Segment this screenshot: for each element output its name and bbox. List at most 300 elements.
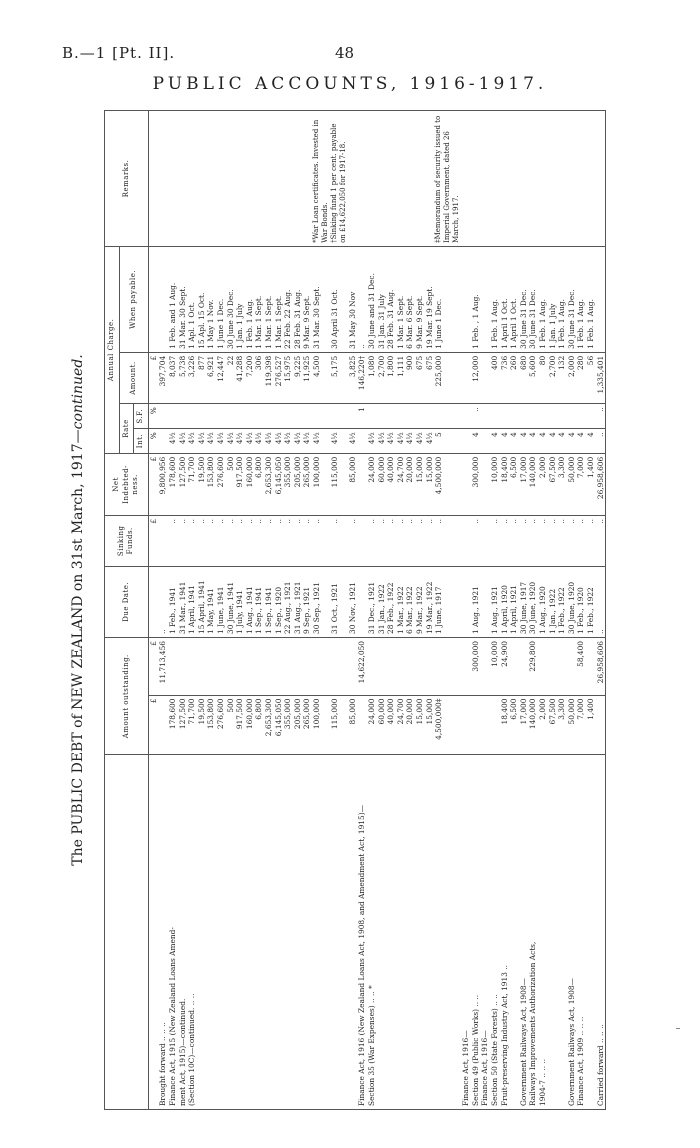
rate-sf-cell (567, 404, 577, 429)
sinking-funds-cell: .. (216, 515, 226, 566)
description-cell (283, 755, 293, 1110)
description-cell (405, 755, 415, 1110)
remarks-cell (357, 111, 367, 247)
table-row (567, 111, 577, 1110)
sinking-funds-cell: .. (519, 515, 529, 566)
rate-int-cell: 4½ (216, 429, 226, 454)
when-payable-cell (471, 246, 481, 352)
sinking-funds-cell: .. (178, 515, 188, 566)
when-payable-first: 28 Feb. (386, 320, 396, 349)
when-payable-cell (216, 246, 226, 352)
sinking-funds-cell (357, 515, 367, 566)
net-indebtedness-cell: 205,000 (293, 453, 303, 515)
when-payable-cell (348, 246, 358, 352)
when-payable-first: 1 Feb. (244, 325, 254, 349)
due-date-cell: 31 Oct., 1921 (330, 566, 348, 637)
amount-outstanding-item-cell: 140,000 (528, 695, 538, 755)
annual-charge-amount-cell: 132 (557, 352, 567, 403)
due-date-cell: 1 Feb., 1922 (557, 566, 567, 637)
when-payable-second: 31 Dec. (367, 273, 377, 302)
amount-outstanding-item-cell: 276,600 (216, 695, 226, 755)
amount-outstanding-total-cell (538, 638, 548, 696)
sinking-funds-cell: .. (557, 515, 567, 566)
remarks-cell (216, 111, 226, 247)
header-annual-charge: Annual Charge. (105, 246, 120, 453)
sinking-funds-cell: .. (377, 515, 387, 566)
when-payable-cell (586, 246, 596, 352)
sinking-funds-cell: .. (312, 515, 330, 566)
when-payable-second: 31 Aug. (292, 289, 302, 319)
sinking-funds-cell: .. (302, 515, 312, 566)
due-date-cell: 1 Mar., 1922 (396, 566, 406, 637)
description-cell: Section 49 (Public Works) .. .. (471, 755, 481, 1110)
when-payable-first: 31 Mar. (311, 320, 321, 349)
description-cell: Carried forward .. .. .. (596, 755, 606, 1110)
annual-charge-amount-cell: 2,700 (377, 352, 387, 403)
net-indebtedness-cell: 2,653,300 (264, 453, 274, 515)
when-payable-second: 1 Aug. (470, 294, 480, 319)
rate-sf-cell (168, 404, 178, 429)
annual-charge-amount-cell: 11,925 (302, 352, 312, 403)
rate-sf-cell (396, 404, 406, 429)
due-date-cell: 1 Sep., 1920 (274, 566, 284, 637)
when-payable-second: 1 Sept. (273, 295, 283, 323)
due-date-cell: 1 Aug., 1941 (245, 566, 255, 637)
net-indebtedness-cell: 40,000 (386, 453, 396, 515)
table-row (367, 111, 377, 1110)
when-payable-cell (312, 246, 330, 352)
when-payable-second: 1 Aug. (167, 282, 177, 307)
amount-outstanding-item-cell: 917,500 (235, 695, 245, 755)
table-row (490, 111, 500, 1110)
description-cell (509, 755, 519, 1110)
sinking-funds-cell: .. (348, 515, 358, 566)
when-payable-cell (357, 246, 367, 352)
when-payable-first: 1 Feb. , (470, 320, 480, 349)
table-row (386, 111, 396, 1110)
amount-outstanding-total-cell (519, 638, 529, 696)
table-row (264, 111, 274, 1110)
table-row (357, 111, 367, 1110)
amount-outstanding-total-cell (283, 638, 293, 696)
amount-outstanding-item-cell: 15,000 (415, 695, 425, 755)
description-cell: Government Railways Act, 1908— (519, 755, 529, 1110)
annual-charge-amount-cell: 119,398 (264, 352, 274, 403)
rate-int-cell: 4½ (415, 429, 425, 454)
description-cell: Fruit-preserving Industry Act, 1913 .. (500, 755, 510, 1110)
amount-outstanding-total-cell: 58,400 (576, 638, 586, 696)
description-cell: Finance Act, 1916— (461, 755, 471, 1110)
table-row (245, 111, 255, 1110)
rate-sf-cell (245, 404, 255, 429)
amount-outstanding-total-cell (586, 638, 596, 696)
amount-outstanding-total-cell (274, 638, 284, 696)
remarks-cell (509, 111, 519, 247)
annual-charge-amount-cell: 877 (197, 352, 207, 403)
unit-percent: % (148, 404, 158, 429)
description-cell (548, 755, 558, 1110)
annual-charge-amount-cell: 146,220† (357, 352, 367, 403)
annual-charge-amount-cell: 400 (490, 352, 500, 403)
amount-outstanding-total-cell (396, 638, 406, 696)
remarks-cell (274, 111, 284, 247)
sinking-funds-cell: .. (576, 515, 586, 566)
table-row (168, 111, 178, 1110)
rate-sf-cell (226, 404, 236, 429)
amount-outstanding-item-cell: 500 (226, 695, 236, 755)
when-payable-cell (293, 246, 303, 352)
rate-sf-cell (548, 404, 558, 429)
amount-outstanding-item-cell: 2,653,300 (264, 695, 274, 755)
table-row (348, 111, 358, 1110)
rate-int-cell: 4½ (168, 429, 178, 454)
annual-charge-amount-cell: 4,500 (312, 352, 330, 403)
when-payable-first: 1 Mar. (273, 324, 283, 349)
description-cell (197, 755, 207, 1110)
amount-outstanding-item-cell: 60,000 (377, 695, 387, 755)
due-date-cell: 1 July, 1941 (235, 566, 245, 637)
table-row (226, 111, 236, 1110)
when-payable-second: 1 Nov. (206, 299, 216, 324)
remarks-cell (235, 111, 245, 247)
amount-outstanding-item-cell: 115,000 (330, 695, 348, 755)
table-row (415, 111, 425, 1110)
rate-sf-cell (330, 404, 348, 429)
rate-int-cell: 4 (500, 429, 510, 454)
amount-outstanding-total-cell (386, 638, 396, 696)
when-payable-second: 1 Aug. (537, 299, 547, 324)
due-date-cell: .. (158, 566, 168, 637)
amount-outstanding-total-cell (235, 638, 245, 696)
net-indebtedness-cell (357, 453, 367, 515)
when-payable-first: 1 Feb. (576, 325, 586, 349)
annual-charge-amount-cell: 1,335,401 (596, 352, 606, 403)
remarks-cell (206, 111, 216, 247)
net-indebtedness-cell: 19,500 (197, 453, 207, 515)
annual-charge-amount-cell: 675 (415, 352, 425, 403)
amount-outstanding-item-cell: 6,500 (509, 695, 519, 755)
when-payable-second: 1 July (235, 303, 245, 325)
unit-pound: £ (148, 638, 158, 696)
remarks-cell (302, 111, 312, 247)
sinking-funds-cell: .. (528, 515, 538, 566)
net-indebtedness-cell: 17,000 (519, 453, 529, 515)
remarks-cell (567, 111, 577, 247)
annual-charge-amount-cell: 276,527 (274, 352, 284, 403)
when-payable-cell (235, 246, 245, 352)
header-sf: S.F. (134, 404, 149, 429)
remarks-cell (348, 111, 358, 247)
remarks-cell (386, 111, 396, 247)
sinking-funds-cell: .. (235, 515, 245, 566)
net-indebtedness-cell: 4,500,000 (434, 453, 461, 515)
when-payable-first: 30 June and (367, 303, 377, 349)
amount-outstanding-item-cell: 6,145,050 (274, 695, 284, 755)
rate-int-cell: 4½ (245, 429, 255, 454)
rate-int-cell: 4½ (197, 429, 207, 454)
when-payable-second: 31 Dec. (518, 289, 528, 318)
due-date-cell: 1 Feb., 1941 (168, 566, 178, 637)
due-date-cell: 9 Sep., 1921 (302, 566, 312, 637)
sinking-funds-cell: .. (471, 515, 481, 566)
when-payable-first: 19 Mar. (424, 320, 434, 349)
description-cell: Railways Improvements Authorization Acts, (528, 755, 538, 1110)
amount-outstanding-total-cell (226, 638, 236, 696)
table-row (576, 111, 586, 1110)
page-title: PUBLIC ACCOUNTS, 1916-1917. (152, 74, 548, 94)
sinking-funds-cell: .. (434, 515, 461, 566)
when-payable-cell (254, 246, 264, 352)
rate-int-cell: 5 (434, 429, 461, 454)
table-row (596, 111, 606, 1110)
annual-charge-amount-cell (480, 352, 490, 403)
rate-int-cell: 4½ (396, 429, 406, 454)
when-payable-first: 30 June (566, 320, 576, 349)
net-indebtedness-cell: 6,500 (509, 453, 519, 515)
rate-sf-cell (415, 404, 425, 429)
description-cell (377, 755, 387, 1110)
description-cell (348, 755, 358, 1110)
table-heading-main: The PUBLIC DEBT of NEW ZEALAND on 31st March, 1917 (70, 443, 86, 866)
when-payable-second: 1 Aug. (557, 299, 567, 324)
due-date-cell (357, 566, 367, 637)
sinking-funds-cell: .. (187, 515, 197, 566)
description-cell (206, 755, 216, 1110)
net-indebtedness-cell: 26,958,606 (596, 453, 606, 515)
page-reference: B.—1 [Pt. II]. (62, 44, 176, 62)
when-payable-second: 1 Oct. (509, 298, 519, 322)
amount-outstanding-total-cell (302, 638, 312, 696)
when-payable-first: 6 Mar. (405, 324, 415, 349)
amount-outstanding-total-cell (405, 638, 415, 696)
table-row (377, 111, 387, 1110)
remarks-cell (377, 111, 387, 247)
due-date-cell: 31 Jan., 1922 (377, 566, 387, 637)
description-cell: Government Railways Act, 1908— (567, 755, 577, 1110)
when-payable-first: 1 Apl. (187, 327, 197, 349)
rate-int-cell: 4½ (386, 429, 396, 454)
amount-outstanding-item-cell: 100,000 (312, 695, 330, 755)
annual-charge-amount-cell: 225,000 (434, 352, 461, 403)
rate-int-cell: 4½ (330, 429, 348, 454)
table-row (461, 111, 471, 1110)
rate-sf-cell (500, 404, 510, 429)
rate-int-cell: 4 (509, 429, 519, 454)
sinking-funds-cell (158, 515, 168, 566)
amount-outstanding-total-cell (254, 638, 264, 696)
net-indebtedness-cell: 18,400 (500, 453, 510, 515)
when-payable-cell (434, 246, 461, 352)
amount-outstanding-item-cell: 2,000 (538, 695, 548, 755)
when-payable-second: 1 Oct. (499, 298, 509, 322)
amount-outstanding-total-cell (348, 638, 358, 696)
net-indebtedness-cell: 67,500 (548, 453, 558, 515)
rate-sf-cell (405, 404, 415, 429)
when-payable-second: 31 Dec. (528, 289, 538, 318)
sinking-funds-cell: .. (283, 515, 293, 566)
when-payable-cell (461, 246, 471, 352)
amount-outstanding-item-cell: 153,800 (206, 695, 216, 755)
due-date-cell: 19 Mar., 1922 (425, 566, 435, 637)
header-due-date: Due Date. (105, 566, 149, 637)
when-payable-first: 1 Feb. (537, 325, 547, 349)
net-indebtedness-cell: 24,000 (367, 453, 377, 515)
when-payable-cell (302, 246, 312, 352)
due-date-cell: 31 Mar., 1941 (178, 566, 188, 637)
net-indebtedness-cell: 20,000 (405, 453, 415, 515)
table-row (206, 111, 216, 1110)
amount-outstanding-total-cell (206, 638, 216, 696)
rate-sf-cell (197, 404, 207, 429)
remarks-cell (586, 111, 596, 247)
unit-pound: £ (148, 695, 158, 755)
rate-int-cell: 4½ (187, 429, 197, 454)
when-payable-cell (178, 246, 188, 352)
when-payable-cell (187, 246, 197, 352)
annual-charge-amount-cell: 2,000 (567, 352, 577, 403)
net-indebtedness-cell: 300,000 (471, 453, 481, 515)
sinking-funds-cell: .. (367, 515, 377, 566)
when-payable-second: 31 Oct. (329, 289, 339, 317)
when-payable-first: 1 Feb. and (167, 309, 177, 349)
description-cell (434, 755, 461, 1110)
annual-charge-amount-cell: 280 (576, 352, 586, 403)
remarks-cell (557, 111, 567, 247)
due-date-cell: 1 April, 1941 (187, 566, 197, 637)
when-payable-cell (226, 246, 236, 352)
table-row (187, 111, 197, 1110)
annual-charge-amount-cell: 12,447 (216, 352, 226, 403)
when-payable-first: 15 Apl. (196, 322, 206, 349)
when-payable-second: 30 Sept. (311, 286, 321, 318)
table-row (178, 111, 188, 1110)
table-row (216, 111, 226, 1110)
table-row (302, 111, 312, 1110)
amount-outstanding-item-cell: 18,400 (500, 695, 510, 755)
amount-outstanding-item-cell: 7,000 (576, 695, 586, 755)
when-payable-second: 1 Sept. (395, 295, 405, 323)
description-cell: (Section 10C)—continued. .. .. (187, 755, 197, 1110)
amount-outstanding-item-cell: 1,400 (586, 695, 596, 755)
sinking-funds-cell: .. (586, 515, 596, 566)
sinking-funds-cell: .. (168, 515, 178, 566)
amount-outstanding-total-cell (509, 638, 519, 696)
when-payable-cell (576, 246, 586, 352)
when-payable-first: 1 Feb. (585, 325, 595, 349)
amount-outstanding-item-cell (596, 695, 606, 755)
sinking-funds-cell: .. (330, 515, 348, 566)
when-payable-second: 22 Aug. (283, 289, 293, 319)
units-remarks (148, 111, 158, 247)
sinking-funds-cell: .. (264, 515, 274, 566)
description-cell: Brought forward .. .. .. (158, 755, 168, 1110)
due-date-cell: 30 June, 1920 (567, 566, 577, 637)
annual-charge-amount-cell: 15,975 (283, 352, 293, 403)
sinking-funds-cell: .. (245, 515, 255, 566)
when-payable-second: 9 Sept. (415, 295, 425, 323)
rate-sf-cell (312, 404, 330, 429)
sinking-funds-cell: .. (274, 515, 284, 566)
remarks-cell (471, 111, 481, 247)
net-indebtedness-cell: 85,000 (348, 453, 358, 515)
amount-outstanding-item-cell: 205,000 (293, 695, 303, 755)
amount-outstanding-item-cell (490, 695, 500, 755)
remarks-cell (576, 111, 586, 247)
amount-outstanding-item-cell (480, 695, 490, 755)
annual-charge-amount-cell: 1,080 (367, 352, 377, 403)
amount-outstanding-total-cell (178, 638, 188, 696)
rate-sf-cell (461, 404, 471, 429)
when-payable-cell (377, 246, 387, 352)
net-indebtedness-cell: 127,500 (178, 453, 188, 515)
remarks-cell (538, 111, 548, 247)
due-date-cell: 1 Feb., 1920 (576, 566, 586, 637)
sinking-funds-cell (480, 515, 490, 566)
when-payable-cell (596, 246, 606, 352)
annual-charge-amount-cell: 5,600 (528, 352, 538, 403)
rate-sf-cell (283, 404, 293, 429)
when-payable-first: 30 June (528, 320, 538, 349)
amount-outstanding-item-cell: 4,500,000‡ (434, 695, 461, 755)
net-indebtedness-cell: 178,600 (168, 453, 178, 515)
header-description (105, 755, 149, 1110)
when-payable-cell (480, 246, 490, 352)
header-sinking-funds: Sinking Funds. (105, 515, 149, 566)
when-payable-first: 31 Mar. (177, 320, 187, 349)
rate-int-cell: 4½ (405, 429, 415, 454)
amount-outstanding-item-cell: 355,000 (283, 695, 293, 755)
rate-sf-cell (367, 404, 377, 429)
when-payable-second: 31 Dec. (566, 289, 576, 318)
amount-outstanding-total-cell (480, 638, 490, 696)
amount-outstanding-item-cell (461, 695, 471, 755)
net-indebtedness-cell: 500 (226, 453, 236, 515)
rate-sf-cell (206, 404, 216, 429)
rate-int-cell: 4½ (206, 429, 216, 454)
amount-outstanding-total-cell (197, 638, 207, 696)
due-date-cell (480, 566, 490, 637)
remarks-cell (425, 111, 435, 247)
amount-outstanding-total-cell (330, 638, 348, 696)
due-date-cell: 1 Aug., 1921 (490, 566, 500, 637)
sinking-funds-cell: .. (596, 515, 606, 566)
rotated-table-block (70, 110, 660, 1110)
when-payable-second: 19 Sept. (424, 286, 434, 318)
remarks-cell (158, 111, 168, 247)
amount-outstanding-item-cell: 178,600 (168, 695, 178, 755)
amount-outstanding-item-cell: 50,000 (567, 695, 577, 755)
when-payable-first: 1 June (434, 324, 444, 349)
table-row (312, 111, 330, 1110)
unit-pound: £ (148, 453, 158, 515)
description-cell: Finance Act, 1916— (480, 755, 490, 1110)
when-payable-cell (264, 246, 274, 352)
rate-int-cell: 4½ (293, 429, 303, 454)
when-payable-first: 1 April (499, 323, 509, 349)
net-indebtedness-cell: 24,700 (396, 453, 406, 515)
rate-sf-cell (254, 404, 264, 429)
annual-charge-amount-cell: 12,000 (471, 352, 481, 403)
when-payable-second: 1 Oct. (187, 302, 197, 325)
rate-int-cell: 4½ (377, 429, 387, 454)
due-date-cell: 9 Mar., 1922 (415, 566, 425, 637)
sinking-funds-cell: .. (405, 515, 415, 566)
rate-sf-cell (187, 404, 197, 429)
unit-percent: % (148, 429, 158, 454)
table-row (471, 111, 481, 1110)
description-cell (235, 755, 245, 1110)
amount-outstanding-total-cell (187, 638, 197, 696)
